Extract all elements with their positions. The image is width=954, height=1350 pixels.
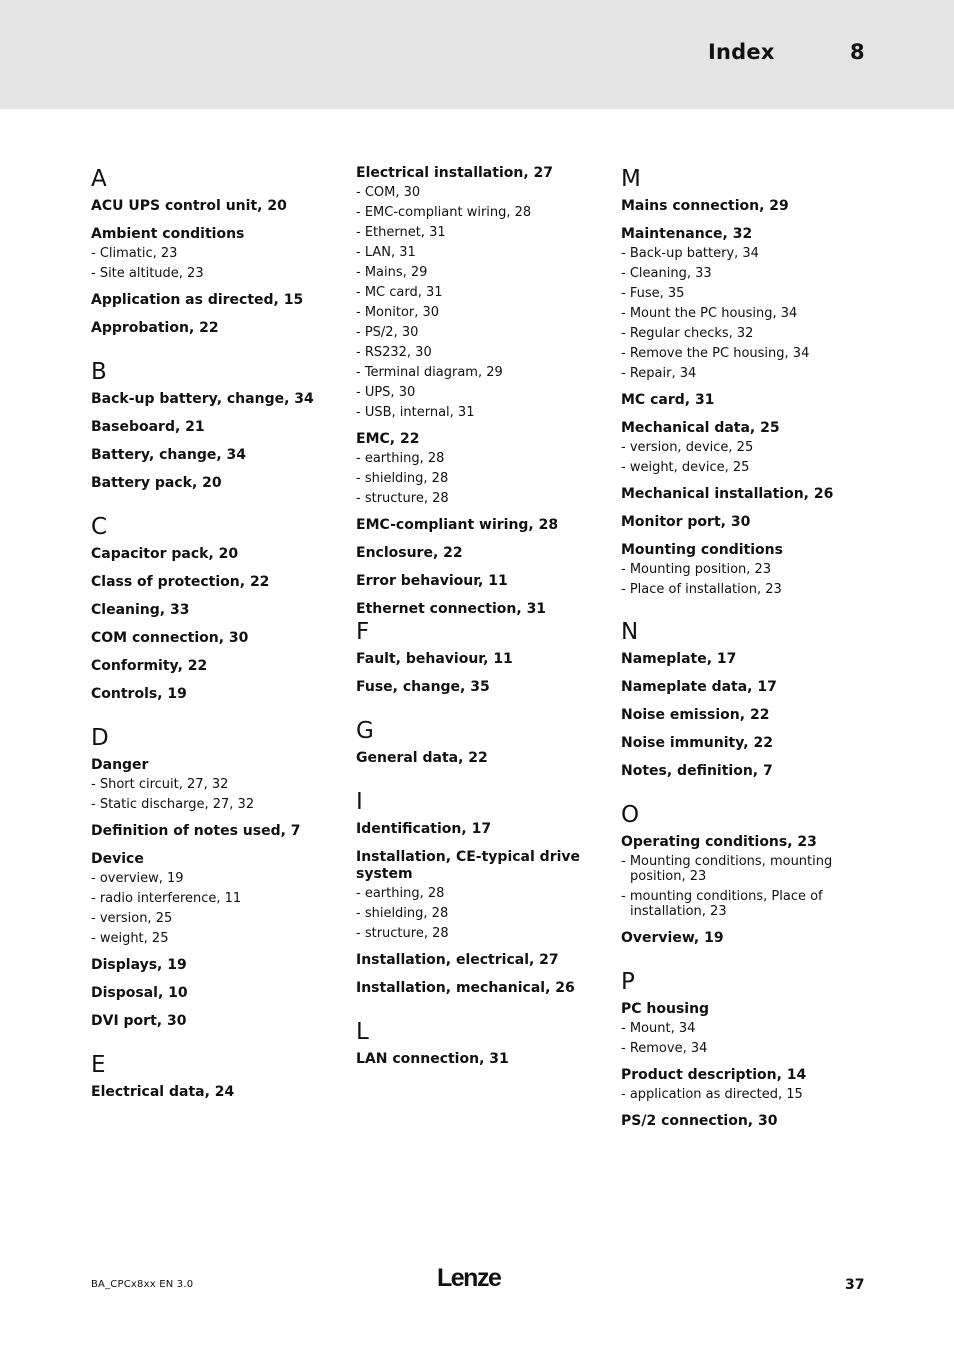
index-entry: Capacitor pack, 20 [91,546,239,562]
index-subentry: - Repair, 34 [621,366,697,381]
index-entry: Baseboard, 21 [91,419,205,435]
index-letter: N [621,619,639,645]
index-entry: Mechanical data, 25 [621,420,780,436]
index-entry: Ethernet connection, 31 [356,601,547,617]
index-entry: LAN connection, 31 [356,1051,509,1067]
index-subentries [91,246,341,281]
index-entry: Electrical installation, 27 [356,165,554,181]
index-subentry: - UPS, 30 [356,385,416,400]
index-entry: Class of protection, 22 [91,574,270,590]
index-subentry: - mounting conditions, Place of installation, 23 [621,889,823,919]
index-subentry: - COM, 30 [356,185,421,200]
index-letter: A [91,166,107,192]
index-subentry: - Mounting position, 23 [621,562,772,577]
index-subentry: - Mount, 34 [621,1021,696,1036]
index-subentries [356,886,606,941]
index-subentry: - Fuse, 35 [621,286,685,301]
index-entry: Approbation, 22 [91,320,219,336]
index-subentry: - application as directed, 15 [621,1087,803,1102]
index-letter: B [91,359,107,385]
index-letter: E [91,1052,106,1078]
index-letter: G [356,718,374,744]
index-entry: Electrical data, 24 [91,1084,235,1100]
index-subentry: - Regular checks, 32 [621,326,754,341]
index-subentries [91,871,341,946]
index-entry: MC card, 31 [621,392,715,408]
index-entry: Danger [91,757,149,773]
index-subentry: - EMC-compliant wiring, 28 [356,205,532,220]
index-entry: Device [91,851,144,867]
index-subentry: - Mains, 29 [356,265,428,280]
index-entry: Mounting conditions [621,542,783,558]
index-entry: Back-up battery, change, 34 [91,391,314,407]
index-subentry: - shielding, 28 [356,471,449,486]
index-column-1 [91,165,341,1101]
index-entry: Definition of notes used, 7 [91,823,301,839]
index-entry: Installation, electrical, 27 [356,952,559,968]
index-letter: F [356,619,370,645]
index-entry: DVI port, 30 [91,1013,187,1029]
index-subentry: - Monitor, 30 [356,305,440,320]
index-letter: O [621,802,640,828]
index-entry: Noise immunity, 22 [621,735,773,751]
index-letter: D [91,725,109,751]
index-entry: Application as directed, 15 [91,292,304,308]
lenze-logo: Lenze [437,1264,501,1292]
index-subentry: - shielding, 28 [356,906,449,921]
index-subentries [621,1087,871,1102]
index-entry: Monitor port, 30 [621,514,751,530]
index-entry: Enclosure, 22 [356,545,463,561]
index-subentry: - USB, internal, 31 [356,405,475,420]
index-entry: EMC-compliant wiring, 28 [356,517,559,533]
index-subentry: - Short circuit, 27, 32 [91,777,229,792]
index-entry: Mains connection, 29 [621,198,789,214]
index-subentries [621,1021,871,1056]
index-letter: P [621,969,635,995]
index-entry: Notes, definition, 7 [621,763,773,779]
page-number: 37 [845,1277,865,1293]
index-letter: I [356,789,363,815]
index-letter: M [621,166,641,192]
index-subentries [91,777,341,812]
index-subentry: - Site altitude, 23 [91,266,204,281]
index-subentry: - Terminal diagram, 29 [356,365,503,380]
index-entry: Fault, behaviour, 11 [356,651,513,667]
chapter-number: 8 [850,40,865,64]
index-subentry: - structure, 28 [356,491,449,506]
index-subentry: - Cleaning, 33 [621,266,712,281]
index-subentries [621,854,871,919]
index-subentry: - Static discharge, 27, 32 [91,797,255,812]
index-subentry: - LAN, 31 [356,245,416,260]
index-entry: Installation, CE-typical drive system [356,849,581,882]
index-entry: Controls, 19 [91,686,187,702]
index-entry: COM connection, 30 [91,630,249,646]
index-subentry: - version, 25 [91,911,173,926]
index-subentry: - earthing, 28 [356,451,445,466]
index-subentry: - Mounting conditions, mounting position, 23 [621,854,833,884]
header-band [0,0,954,109]
index-subentries [621,246,871,381]
index-entry: Operating conditions, 23 [621,834,817,850]
index-subentry: - version, device, 25 [621,440,754,455]
index-entry: Battery pack, 20 [91,475,222,491]
index-entry: PC housing [621,1001,710,1017]
index-subentry: - MC card, 31 [356,285,443,300]
index-entry: Maintenance, 32 [621,226,753,242]
index-letter: L [356,1019,369,1045]
index-subentries [621,440,871,475]
index-entry: Noise emission, 22 [621,707,770,723]
index-column-2 [356,165,606,1068]
index-entry: EMC, 22 [356,431,420,447]
index-column-3 [621,165,871,1130]
index-subentries [356,451,606,506]
chapter-title: Index [708,40,775,64]
index-entry: Installation, mechanical, 26 [356,980,575,996]
index-subentry: - Climatic, 23 [91,246,178,261]
index-entry: Nameplate, 17 [621,651,737,667]
index-entry: Nameplate data, 17 [621,679,777,695]
index-subentry: - PS/2, 30 [356,325,419,340]
index-entry: Error behaviour, 11 [356,573,508,589]
index-entry: Cleaning, 33 [91,602,190,618]
index-subentry: - RS232, 30 [356,345,432,360]
index-entry: Disposal, 10 [91,985,188,1001]
index-entry: Displays, 19 [91,957,187,973]
index-subentry: - radio interference, 11 [91,891,242,906]
index-subentry: - overview, 19 [91,871,184,886]
index-entry: Mechanical installation, 26 [621,486,834,502]
index-entry: Identification, 17 [356,821,492,837]
index-subentry: - structure, 28 [356,926,449,941]
index-subentry: - weight, 25 [91,931,169,946]
index-entry: Fuse, change, 35 [356,679,490,695]
index-subentry: - Remove the PC housing, 34 [621,346,810,361]
index-entry: Product description, 14 [621,1067,807,1083]
index-entry: Conformity, 22 [91,658,208,674]
index-subentries [356,185,606,420]
index-subentry: - weight, device, 25 [621,460,750,475]
index-subentry: - earthing, 28 [356,886,445,901]
index-letter: C [91,514,108,540]
index-subentry: - Remove, 34 [621,1041,708,1056]
index-subentries [621,562,871,597]
index-subentry: - Place of installation, 23 [621,582,782,597]
index-subentry: - Back-up battery, 34 [621,246,759,261]
index-entry: Ambient conditions [91,226,245,242]
index-entry: General data, 22 [356,750,488,766]
index-entry: Battery, change, 34 [91,447,247,463]
document-id: BA_CPCx8xx EN 3.0 [91,1279,194,1290]
index-subentry: - Mount the PC housing, 34 [621,306,798,321]
index-entry: PS/2 connection, 30 [621,1113,778,1129]
index-entry: Overview, 19 [621,930,724,946]
index-entry: ACU UPS control unit, 20 [91,198,287,214]
index-subentry: - Ethernet, 31 [356,225,446,240]
